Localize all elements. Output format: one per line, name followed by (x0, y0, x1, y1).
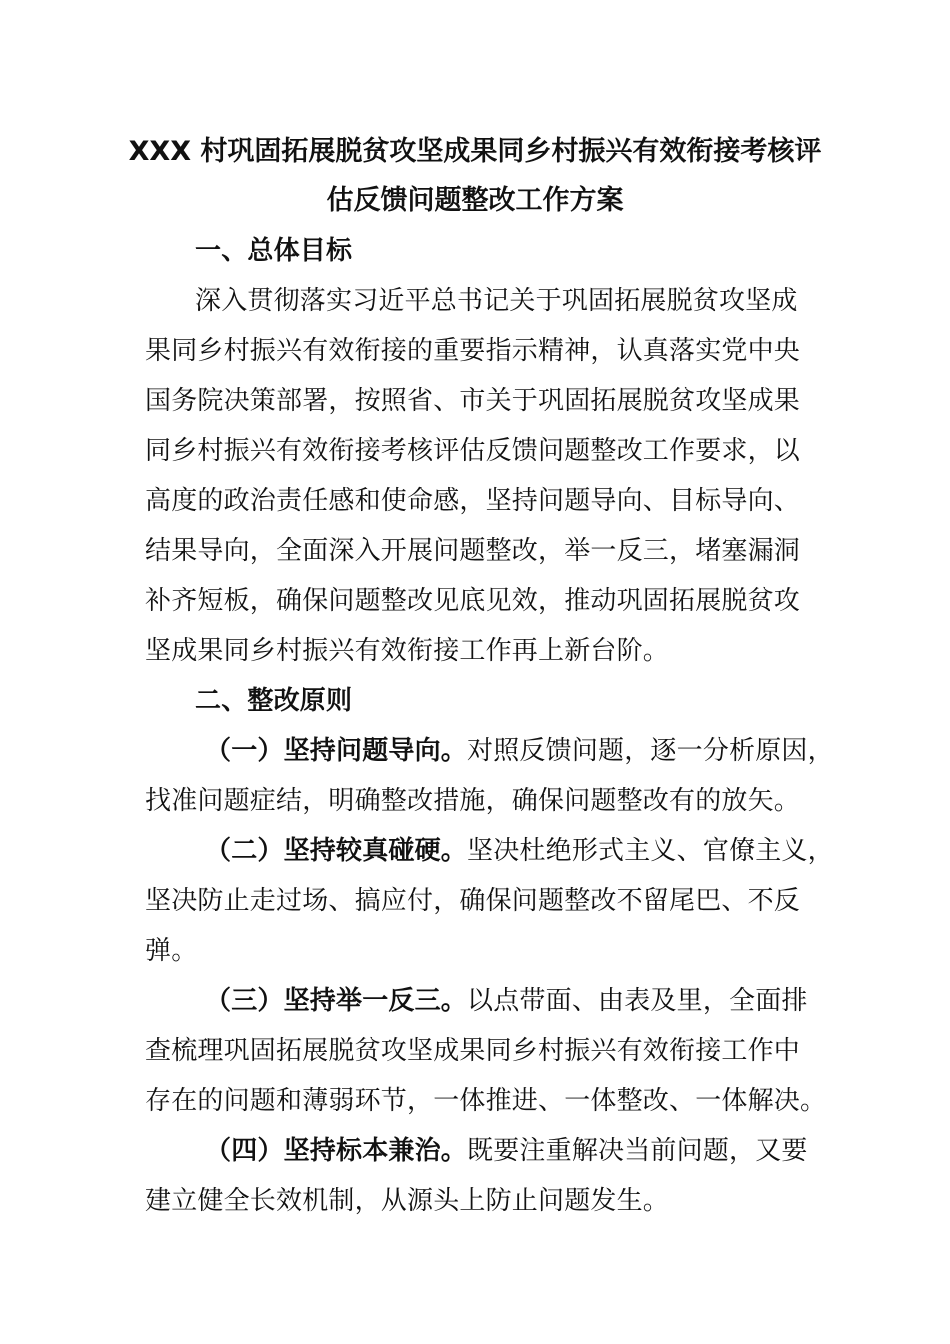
paragraph-line: 存在的问题和薄弱环节，一体推进、一体整改、一体解决。 (145, 1086, 827, 1116)
principle-item-2-text: 坚决杜绝形式主义、官僚主义， (467, 836, 834, 866)
paragraph-line: 同乡村振兴有效衔接考核评估反馈问题整改工作要求，以 (145, 436, 801, 466)
paragraph-line: 坚决防止走过场、搞应付，确保问题整改不留尾巴、不反 (145, 886, 801, 916)
principle-item-4-text: 既要注重解决当前问题，又要 (467, 1136, 808, 1166)
section-2-heading: 二、整改原则 (195, 686, 353, 716)
paragraph-line: 高度的政治责任感和使命感，坚持问题导向、目标导向、 (145, 486, 801, 516)
principle-item-3-first-line (205, 976, 885, 1026)
principle-item-2-lead: （二）坚持较真碰硬。 (205, 836, 468, 866)
principle-item-1-first-line (205, 726, 885, 776)
document-title-line-2: 估反馈问题整改工作方案 (326, 185, 624, 216)
paragraph-line: 建立健全长效机制，从源头上防止问题发生。 (145, 1186, 670, 1216)
paragraph-line: 果同乡村振兴有效衔接的重要指示精神，认真落实党中央 (145, 336, 801, 366)
paragraph-line: 查梳理巩固拓展脱贫攻坚成果同乡村振兴有效衔接工作中 (145, 1036, 801, 1066)
paragraph-line: 结果导向，全面深入开展问题整改，举一反三，堵塞漏洞 (145, 536, 801, 566)
principle-item-3-text: 以点带面、由表及里，全面排 (467, 986, 808, 1016)
paragraph-line: 深入贯彻落实习近平总书记关于巩固拓展脱贫攻坚成 (195, 286, 798, 316)
paragraph-line: 国务院决策部署，按照省、市关于巩固拓展脱贫攻坚成果 (145, 386, 801, 416)
principle-item-4-lead: （四）坚持标本兼治。 (205, 1136, 468, 1166)
principle-item-1-lead: （一）坚持问题导向。 (205, 736, 468, 766)
paragraph-line: 弹。 (145, 936, 198, 966)
principle-item-1-text: 对照反馈问题，逐一分析原因， (467, 736, 834, 766)
paragraph-line: 补齐短板，确保问题整改见底见效，推动巩固拓展脱贫攻 (145, 586, 801, 616)
principle-item-4-first-line (205, 1126, 885, 1176)
paragraph-line: 坚成果同乡村振兴有效衔接工作再上新台阶。 (145, 636, 670, 666)
section-1-heading: 一、总体目标 (195, 236, 353, 266)
document-title-line-1: XXX 村巩固拓展脱贫攻坚成果同乡村振兴有效衔接考核评 (128, 136, 822, 167)
principle-item-3-lead: （三）坚持举一反三。 (205, 986, 468, 1016)
paragraph-line: 找准问题症结，明确整改措施，确保问题整改有的放矢。 (145, 786, 801, 816)
principle-item-2-first-line (205, 826, 885, 876)
